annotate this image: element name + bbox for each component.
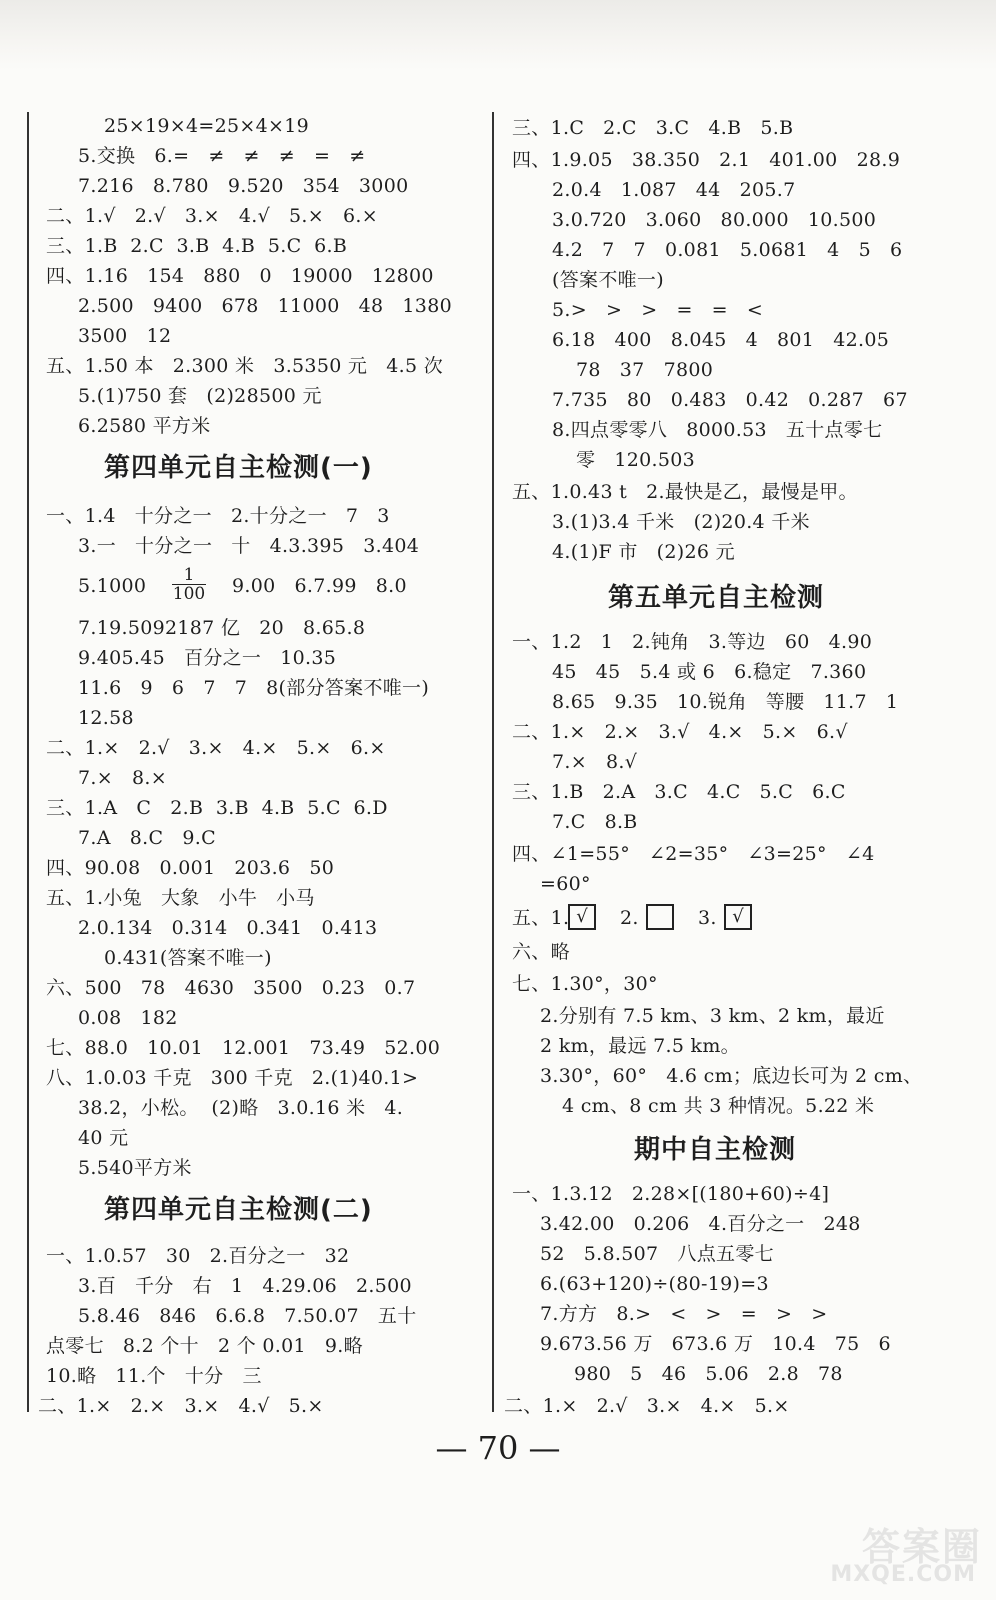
- answer-line: 10.略 11.个 十分 三: [46, 1365, 262, 1387]
- answer-line: 三、1.A C 2.B 3.B 4.B 5.C 6.D: [46, 797, 388, 819]
- answer-line: 5.8.46 846 6.6.8 7.50.07 五十: [78, 1305, 417, 1327]
- answer-line: (答案不唯一): [552, 269, 664, 291]
- answer-line: 四、∠1=55° ∠2=35° ∠3=25° ∠4: [512, 843, 875, 865]
- answer-line: 一、1.0.57 30 2.百分之一 32: [46, 1245, 350, 1267]
- answer-line: 9.00 6.7.99 8.0: [232, 575, 407, 597]
- answer-line: 7.× 8.√: [552, 751, 638, 773]
- answer-line: 七、88.0 10.01 12.001 73.49 52.00: [46, 1037, 441, 1059]
- answer-line: 2.: [620, 907, 639, 929]
- answer-line: 7.方方 8.> < > = > >: [540, 1303, 828, 1325]
- answer-line: 5.交换 6.= ≠ ≠ ≠ = ≠: [78, 145, 366, 167]
- answer-line: 八、1.0.03 千克 300 千克 2.(1)40.1>: [46, 1067, 419, 1089]
- watermark-text: 答案圈: [861, 1525, 982, 1569]
- answer-line: 四、1.16 154 880 0 19000 12800: [46, 265, 434, 287]
- section-heading: 第五单元自主检测: [608, 583, 825, 613]
- answer-line: 45 45 5.4 或 6 6.稳定 7.360: [552, 661, 867, 683]
- answer-line: 7.C 8.B: [552, 811, 638, 833]
- answer-line: 5.> > > = = <: [552, 299, 764, 321]
- answer-line: 0.431(答案不唯一): [104, 947, 272, 969]
- answer-line: 3.42.00 0.206 4.百分之一 248: [540, 1213, 861, 1235]
- answer-line: 7.× 8.×: [78, 767, 167, 789]
- answer-line: 3.百 千分 右 1 4.29.06 2.500: [78, 1275, 412, 1297]
- fraction-one-hundredth: [172, 566, 206, 603]
- answer-line: 六、500 78 4630 3500 0.23 0.7: [46, 977, 416, 999]
- answer-line: 3.一 十分之一 十 4.3.395 3.404: [78, 535, 420, 557]
- answer-line: 5.(1)750 套 (2)28500 元: [78, 385, 322, 407]
- answer-line: 二、1.√ 2.√ 3.× 4.√ 5.× 6.×: [46, 205, 378, 227]
- answer-line: 3.: [698, 907, 717, 929]
- answer-line: 8.65 9.35 10.锐角 等腰 11.7 1: [552, 691, 899, 713]
- check-box-3: √: [724, 904, 752, 930]
- answer-line: 3.0.720 3.060 80.000 10.500: [552, 209, 877, 231]
- center-column-rule: [492, 112, 494, 1412]
- answer-line: 3.30°，60° 4.6 cm；底边长可为 2 cm、: [540, 1065, 923, 1087]
- answer-line: 一、1.3.12 2.28×[(180+60)÷4]: [512, 1183, 830, 1205]
- fraction-numerator: 1: [172, 566, 206, 585]
- answer-line: 40 元: [78, 1127, 129, 1149]
- answer-line: 5.1000: [78, 575, 147, 597]
- answer-line: 五、1.小兔 大象 小牛 小马: [46, 887, 315, 909]
- answer-line: 3500 12: [78, 325, 172, 347]
- answer-line: 52 5.8.507 八点五零七: [540, 1243, 774, 1265]
- answer-line: 点零七 8.2 个十 2 个 0.01 9.略: [46, 1335, 363, 1357]
- answer-line: 五、1.0.43 t 2.最快是乙，最慢是甲。: [512, 481, 858, 503]
- page-number: — 70 —: [435, 1429, 561, 1467]
- section-heading: 第四单元自主检测(一): [104, 453, 373, 483]
- answer-line: 6.18 400 8.045 4 801 42.05: [552, 329, 890, 351]
- answer-line: 78 37 7800: [576, 359, 714, 381]
- answer-line: 三、1.B 2.A 3.C 4.C 5.C 6.C: [512, 781, 846, 803]
- answer-line: 零 120.503: [576, 449, 695, 471]
- answer-line: 二、1.× 2.× 3.√ 4.× 5.× 6.√: [512, 721, 848, 743]
- answer-line: 六、略: [512, 941, 570, 963]
- answer-line: 6.(63+120)÷(80-19)=3: [540, 1273, 769, 1295]
- fraction-denominator: 100: [172, 584, 206, 604]
- answer-line: 三、1.B 2.C 3.B 4.B 5.C 6.B: [46, 235, 348, 257]
- answer-line: 4.(1)F 市 (2)26 元: [552, 541, 735, 563]
- answer-line: 11.6 9 6 7 7 8(部分答案不唯一): [78, 677, 430, 699]
- answer-line: 5.540平方米: [78, 1157, 192, 1179]
- answer-line: 2.500 9400 678 11000 48 1380: [78, 295, 452, 317]
- answer-line: 7.19.5092187 亿 20 8.65.8: [78, 617, 366, 639]
- answer-line: 五、1.: [512, 907, 570, 929]
- check-box-2: [646, 904, 674, 930]
- section-heading: 期中自主检测: [634, 1135, 797, 1165]
- answer-line: 8.四点零零八 8000.53 五十点零七: [552, 419, 883, 441]
- answer-line: 12.58: [78, 707, 134, 729]
- answer-line: 9.673.56 万 673.6 万 10.4 75 6: [540, 1333, 891, 1355]
- answer-line: 25×19×4=25×4×19: [104, 115, 309, 137]
- answer-line: 38.2，小松。 (2)略 3.0.16 米 4.: [78, 1097, 404, 1119]
- answer-line: 四、1.9.05 38.350 2.1 401.00 28.9: [512, 149, 901, 171]
- answer-line: 2.0.4 1.087 44 205.7: [552, 179, 796, 201]
- answer-line: 七、1.30°，30°: [512, 973, 658, 995]
- answer-line: 2.分别有 7.5 km、3 km、2 km，最近: [540, 1005, 885, 1027]
- answer-line: 4 cm、8 cm 共 3 种情况。5.22 米: [562, 1095, 875, 1117]
- answer-line: =60°: [540, 873, 591, 895]
- answer-line: 0.08 182: [78, 1007, 178, 1029]
- answer-line: 二、1.× 2.√ 3.× 4.× 5.×: [504, 1395, 790, 1417]
- page-top-band: [0, 0, 996, 70]
- answer-line: 五、1.50 本 2.300 米 3.5350 元 4.5 次: [46, 355, 444, 377]
- answer-line: 6.2580 平方米: [78, 415, 211, 437]
- answer-line: 2 km，最远 7.5 km。: [540, 1035, 740, 1057]
- answer-line: 7.A 8.C 9.C: [78, 827, 216, 849]
- check-box-1: √: [568, 904, 596, 930]
- answer-line: 9.405.45 百分之一 10.35: [78, 647, 337, 669]
- answer-line: 7.735 80 0.483 0.42 0.287 67: [552, 389, 908, 411]
- section-heading: 第四单元自主检测(二): [104, 1195, 373, 1225]
- answer-line: 7.216 8.780 9.520 354 3000: [78, 175, 409, 197]
- answer-line: 2.0.134 0.314 0.341 0.413: [78, 917, 378, 939]
- answer-line: 4.2 7 7 0.081 5.0681 4 5 6: [552, 239, 903, 261]
- answer-line: 二、1.× 2.× 3.× 4.√ 5.×: [38, 1395, 324, 1417]
- answer-line: 三、1.C 2.C 3.C 4.B 5.B: [512, 117, 794, 139]
- answer-line: 一、1.4 十分之一 2.十分之一 7 3: [46, 505, 390, 527]
- left-margin-rule: [27, 112, 29, 1412]
- answer-line: 一、1.2 1 2.钝角 3.等边 60 4.90: [512, 631, 873, 653]
- answer-line: 四、90.08 0.001 203.6 50: [46, 857, 335, 879]
- answer-line: 二、1.× 2.√ 3.× 4.× 5.× 6.×: [46, 737, 386, 759]
- answer-line: 3.(1)3.4 千米 (2)20.4 千米: [552, 511, 810, 533]
- watermark-url: MXQE.COM: [830, 1562, 976, 1587]
- watermark-logo: [782, 1516, 982, 1590]
- answer-line: 980 5 46 5.06 2.8 78: [574, 1363, 843, 1385]
